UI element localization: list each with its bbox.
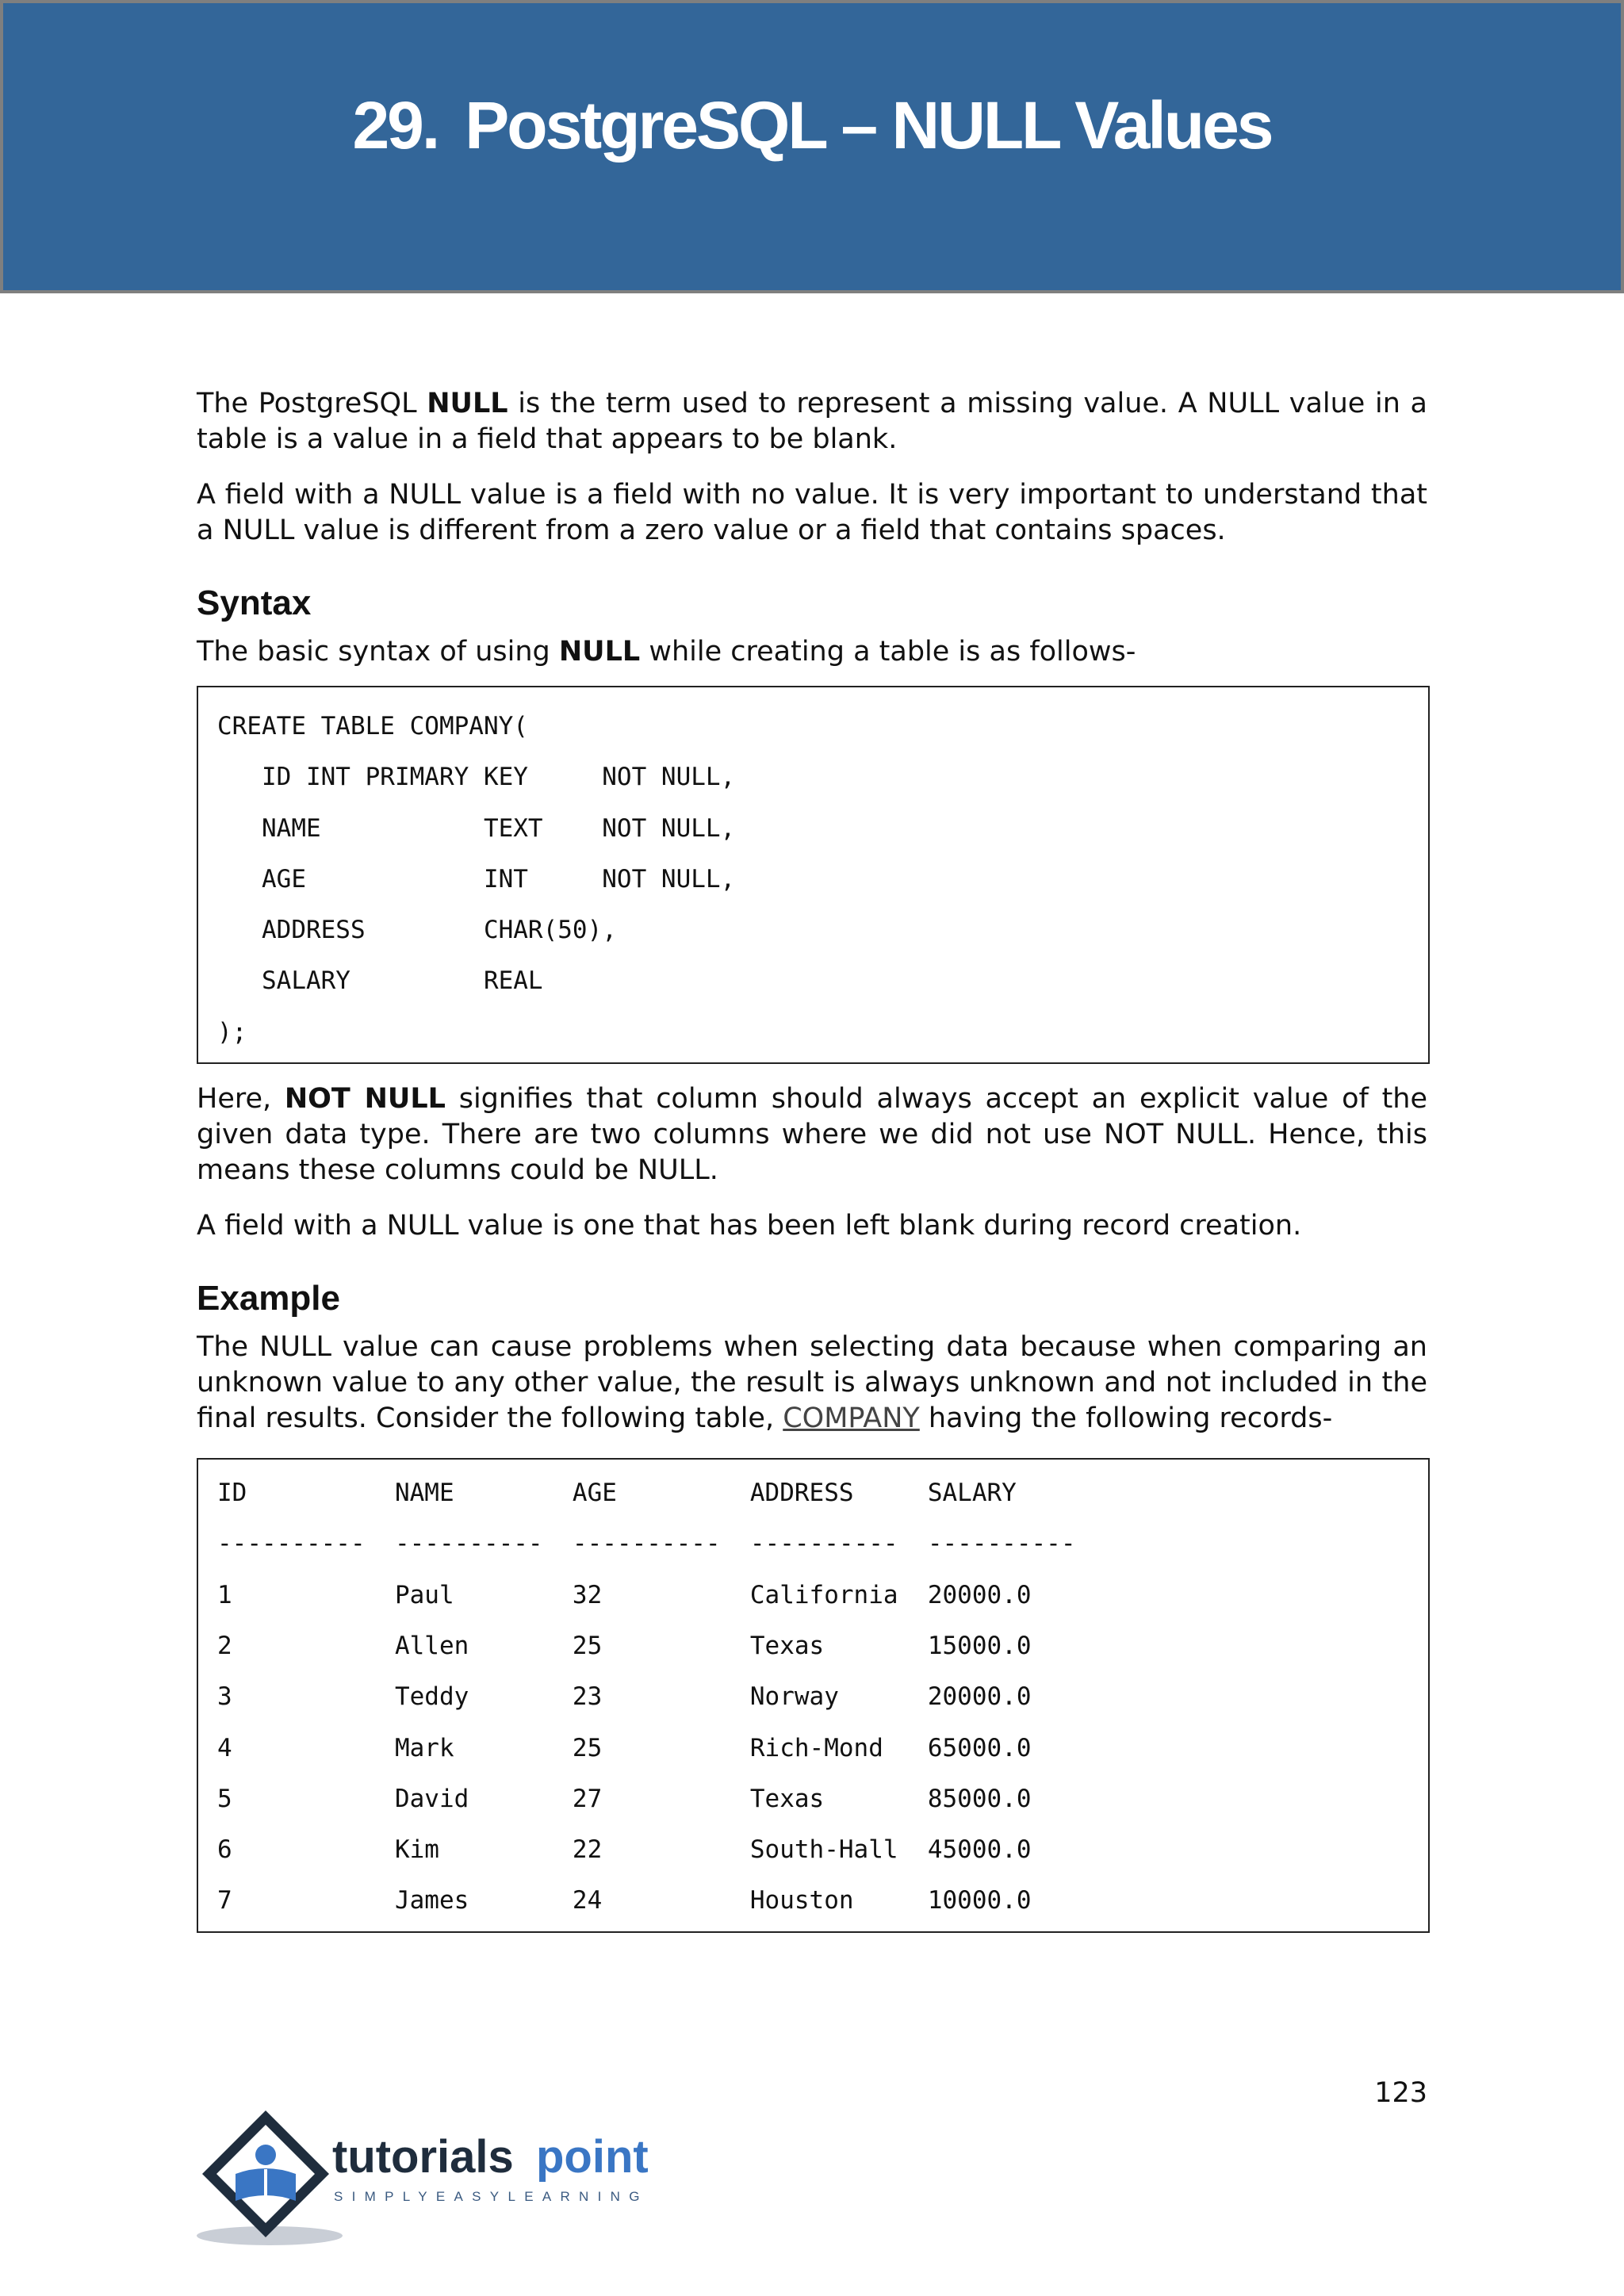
logo-tagline: SIMPLYEASYLEARNING <box>334 2189 649 2204</box>
chapter-number: 29. <box>352 88 439 163</box>
text-run: The basic syntax of using <box>197 636 559 668</box>
text-run: The PostgreSQL <box>197 388 427 419</box>
bold-term: NULL <box>558 636 641 668</box>
text-run: while creating a table is as follows- <box>640 636 1136 668</box>
text-run: Here, <box>197 1083 285 1115</box>
page-number: 123 <box>1374 2077 1427 2109</box>
logo-person-head <box>255 2145 276 2165</box>
example-paragraph <box>197 1330 1427 1437</box>
page-content <box>197 386 1427 1933</box>
text-run: signifies that column should always accept an explicit value of the given data type. There are two columns where we did not use NOT NULL. Hence, this means these columns could be NULL. <box>197 1083 1428 1187</box>
logo-word-tutorials: tutorials <box>332 2131 514 2183</box>
logo-word-point: point <box>536 2131 649 2183</box>
syntax-code: CREATE TABLE COMPANY( ID INT PRIMARY KEY NOT NULL, NAME TEXT NOT NULL, AGE INT NOT NULL, ADDRESS CHAR(50), SALARY REAL ); <box>217 712 736 1047</box>
syntax-explanation-2: A field with a NULL value is one that has been left blank during record creation. <box>197 1210 1302 1242</box>
bold-term: NOT NULL <box>284 1083 446 1115</box>
syntax-lead <box>197 634 1427 670</box>
syntax-code-box <box>197 686 1430 1064</box>
company-records-table: ID NAME AGE ADDRESS SALARY ---------- ---------- ---------- ---------- ---------- 1 Paul 32 California 20000.0 2 Allen 25 Texas 15000.0 3 Teddy 23 Norway 20000.0 4 Mark 25 Rich-Mond 65000.0 5 David 27 Texas 85000.0 6 Kim 22 South-Hall 45000.0 7 James 24 Houston 10000.0 <box>217 1479 1076 1915</box>
example-heading: Example <box>197 1279 340 1318</box>
text-run: is the term used to represent a missing value. A NULL value in a table is a value in a field that appears to be blank. <box>197 388 1427 455</box>
syntax-explanation <box>197 1081 1427 1188</box>
text-run: The NULL value can cause problems when selecting data because when comparing an unknown value to any other value, the result is always unknown and not included in the final results. Consider the following table, <box>197 1331 1427 1435</box>
chapter-banner <box>0 0 1624 293</box>
company-link[interactable]: COMPANY <box>783 1402 920 1435</box>
company-records-box <box>197 1458 1430 1933</box>
chapter-title-text: PostgreSQL – NULL Values <box>465 88 1272 163</box>
bold-term: NULL <box>427 388 508 419</box>
intro-paragraph-1 <box>197 386 1427 457</box>
tutorialspoint-logo <box>194 2107 670 2248</box>
syntax-heading: Syntax <box>197 584 312 622</box>
chapter-title <box>3 88 1621 163</box>
text-run: having the following records- <box>919 1402 1333 1435</box>
intro-paragraph-2: A field with a NULL value is a field with no value. It is very important to understand that a NULL value is different from a zero value or a field that contains spaces. <box>197 479 1427 546</box>
